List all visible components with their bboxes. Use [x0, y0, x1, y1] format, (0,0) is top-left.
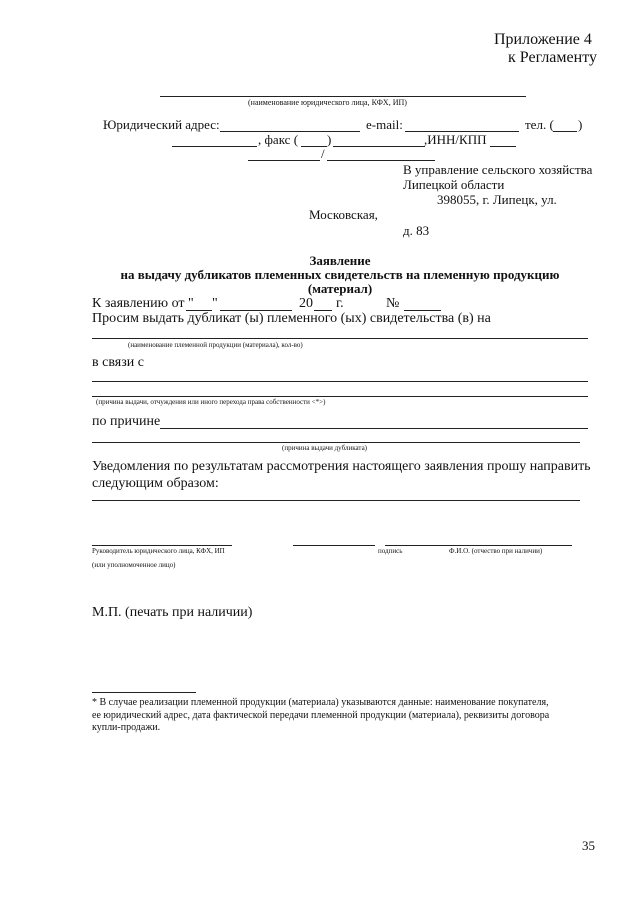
reason-field-1[interactable]	[160, 428, 588, 429]
footnote-line-1: * В случае реализации племенной продукции (материала) указываются данные: наименование покупателя,	[92, 697, 549, 708]
product-caption: (наименование племенной продукции (материала), кол-во)	[128, 341, 303, 349]
recipient-line-3: 398055, г. Липецк, ул.	[437, 192, 557, 207]
signature-field[interactable]	[293, 545, 375, 546]
notify-text-1: Уведомления по результатам рассмотрения настоящего заявления прошу направить	[92, 459, 591, 474]
reason-caption: (причина выдачи дубликата)	[282, 444, 368, 452]
applicant-name-line[interactable]	[160, 96, 526, 97]
inn-field[interactable]	[490, 146, 516, 147]
ref-quote: "	[212, 296, 218, 311]
recipient-line-2: Липецкой области	[403, 177, 505, 192]
proxy-caption: (или уполномоченное лицо)	[92, 561, 176, 569]
document-subtitle-material: (материал)	[307, 281, 373, 296]
head-caption: Руководитель юридического лица, КФХ, ИП	[92, 547, 225, 555]
notify-text-2: следующим образом:	[92, 476, 219, 491]
ref-prefix: К заявлению от "	[92, 296, 194, 311]
phone-field[interactable]	[172, 146, 257, 147]
full-name-field[interactable]	[385, 545, 572, 546]
fax-label: , факс (	[258, 132, 299, 147]
phone-code-field[interactable]	[553, 131, 577, 132]
product-field[interactable]	[92, 338, 588, 339]
address-label: Юридический адрес:	[103, 117, 220, 132]
kpp-field[interactable]	[327, 160, 435, 161]
document-title: Заявление	[309, 253, 371, 268]
footnote-line-3: купли-продажи.	[92, 722, 161, 733]
ref-year-suffix: г.	[336, 296, 344, 311]
inn-kpp-slash: /	[321, 146, 325, 161]
page-number: 35	[582, 838, 595, 853]
phone-close: )	[578, 117, 583, 132]
recipient-line-1: В управление сельского хозяйства	[403, 162, 593, 177]
request-text: Просим выдать дубликат (ы) племенного (ых) свидетельства (в) на	[92, 311, 491, 326]
due-to-caption: (причина выдачи, отчуждения или иного перехода права собственности <*>)	[96, 398, 326, 406]
ref-year-prefix: 20	[299, 296, 313, 311]
appendix-number: Приложение 4	[494, 31, 592, 48]
notify-method-field[interactable]	[92, 500, 580, 501]
footnote-line-2: ее юридический адрес, дата фактической передачи племенной продукции (материала), реквизиты договора	[92, 710, 550, 721]
applicant-name-caption: (наименование юридического лица, КФХ, ИП)	[248, 98, 407, 107]
fax-close: )	[327, 132, 332, 147]
due-to-field-1[interactable]	[92, 381, 588, 382]
due-to-field-2[interactable]	[92, 396, 588, 397]
footnote-separator	[92, 692, 196, 693]
phone-label: тел. (	[525, 117, 554, 132]
reason-field-2[interactable]	[92, 442, 580, 443]
document-subtitle: на выдачу дубликатов племенных свидетельств на племенную продукцию	[120, 267, 560, 282]
fax-field[interactable]	[333, 146, 425, 147]
recipient-line-4: Московская,	[309, 207, 378, 222]
due-to-label: в связи с	[92, 355, 144, 370]
inn-label: ,ИНН/КПП	[424, 132, 487, 147]
reason-label: по причине	[92, 414, 161, 429]
ref-number-label: №	[386, 296, 400, 311]
signature-caption: подпись	[378, 547, 403, 555]
appendix-reference: к Регламенту	[508, 49, 597, 66]
inn-value-field[interactable]	[248, 160, 320, 161]
stamp-placeholder: М.П. (печать при наличии)	[92, 605, 253, 620]
recipient-line-5: д. 83	[403, 223, 430, 238]
full-name-caption: Ф.И.О. (отчество при наличии)	[449, 547, 543, 555]
email-label: e-mail:	[366, 117, 403, 132]
head-position-field[interactable]	[92, 545, 232, 546]
